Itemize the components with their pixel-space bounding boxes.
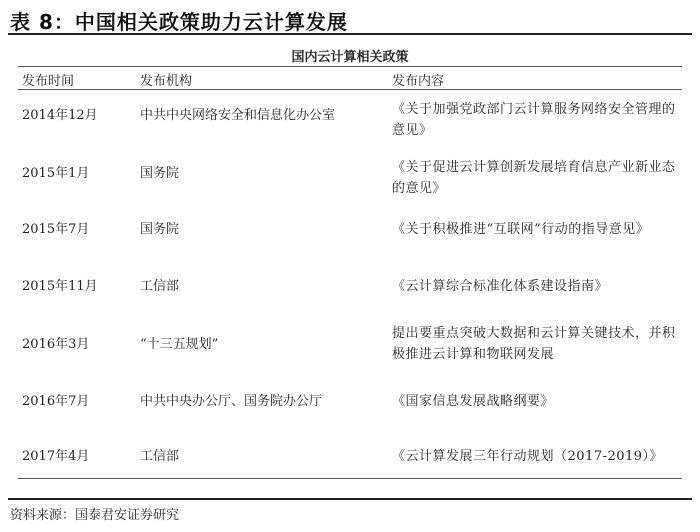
cell-org: 中共中央办公厅、国务院办公厅 [140, 394, 323, 409]
source-divider [8, 498, 692, 500]
cell-date: 2016年3月 [22, 337, 90, 352]
cell-org: 工信部 [140, 449, 180, 464]
cell-content: 提出要重点突破大数据和云计算关键技术，并积极推进云计算和物联网发展 [392, 326, 676, 362]
cell-content: 《关于促进云计算创新发展培育信息产业新业态的意见》 [392, 160, 676, 196]
header-content: 发布内容 [392, 74, 445, 89]
cell-content: 《云计算综合标准化体系建设指南》 [392, 279, 609, 294]
cell-content: 《云计算发展三年行动规划（2017-2019）》 [392, 449, 664, 464]
cell-date: 2016年7月 [22, 394, 90, 409]
table-title: 表 8：中国相关政策助力云计算发展 [10, 10, 348, 34]
cell-org: 国务院 [140, 166, 180, 181]
cell-org: 工信部 [140, 279, 180, 294]
cell-date: 2014年12月 [22, 108, 98, 123]
table-caption: 国内云计算相关政策 [291, 50, 409, 65]
cell-date: 2015年11月 [22, 279, 98, 294]
cell-content: 《关于加强党政部门云计算服务网络安全管理的意见》 [392, 102, 676, 138]
title-divider [8, 33, 692, 35]
header-date: 发布时间 [22, 74, 75, 89]
cell-date: 2015年7月 [22, 222, 90, 237]
source-note: 资料来源：国泰君安证券研究 [10, 508, 180, 523]
cell-org: 国务院 [140, 222, 180, 237]
cell-date: 2015年1月 [22, 166, 90, 181]
caption-divider [18, 66, 682, 67]
table-bottom-divider [18, 478, 682, 479]
cell-date: 2017年4月 [22, 449, 90, 464]
cell-content: 《关于积极推进“互联网”行动的指导意见》 [392, 222, 650, 237]
cell-content: 《国家信息发展战略纲要》 [392, 394, 555, 409]
header-divider [18, 89, 682, 90]
cell-org: “十三五规划” [140, 337, 219, 352]
cell-org: 中共中央网络安全和信息化办公室 [140, 108, 336, 123]
header-org: 发布机构 [140, 74, 193, 89]
